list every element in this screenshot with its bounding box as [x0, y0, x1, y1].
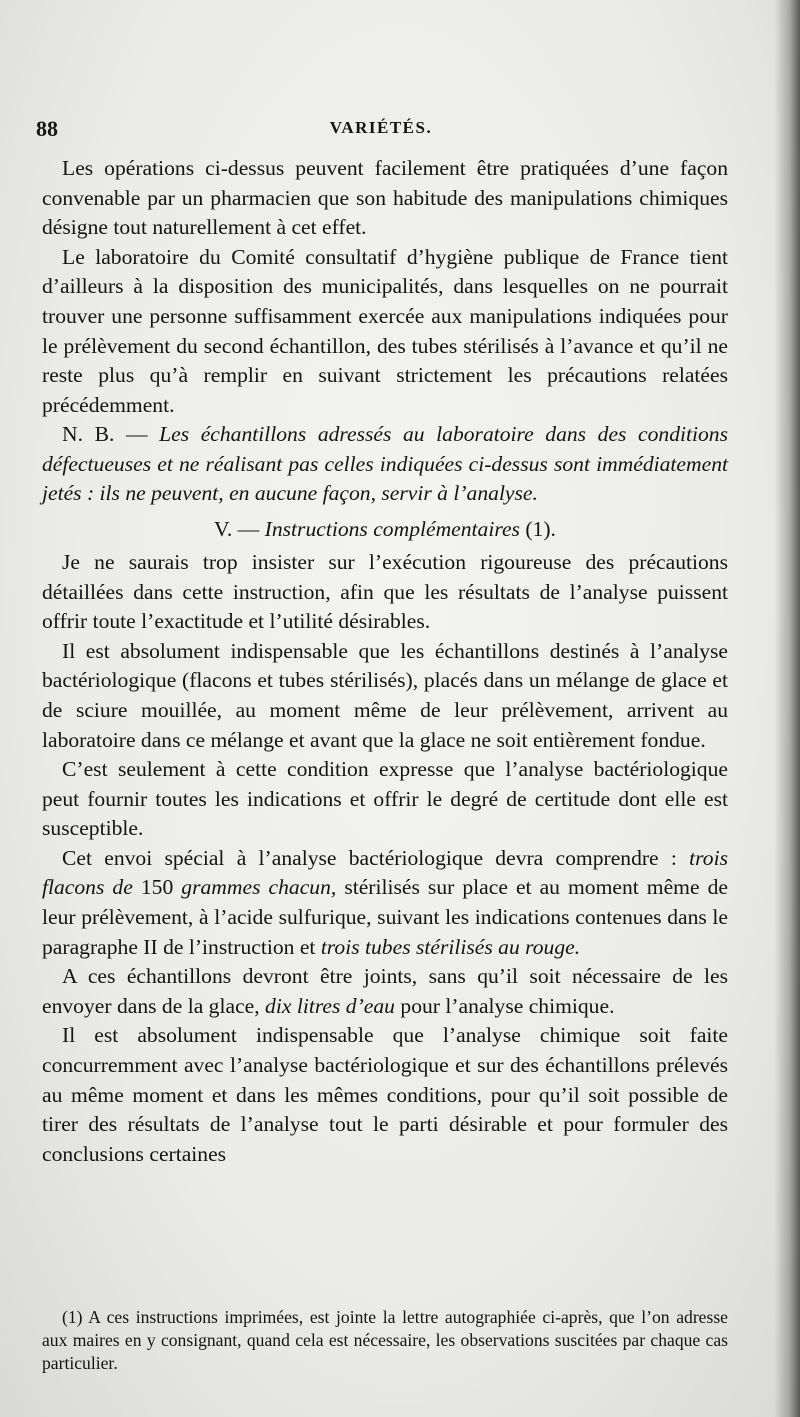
- section-heading: [42, 514, 728, 544]
- footnote-area: [42, 1306, 728, 1375]
- p6-italic-f: trois tubes stérilisés au rouge.: [320, 934, 581, 959]
- p7-italic-b: dix litres d’eau: [265, 993, 395, 1018]
- page-number: 88: [36, 116, 58, 141]
- page-header: [36, 116, 726, 146]
- paragraph-3: Je ne saurais trop insister sur l’exécution rigoureuse des précautions détaillées dans cette instruction, afin que les résultats de l’analyse puissent offrir toute l’exactitude et l’utilité désirables.: [42, 549, 728, 634]
- running-title: VARIÉTÉS.: [329, 118, 433, 137]
- binding-shadow: [774, 0, 800, 1417]
- paragraph-8: Il est absolument indispensable que l’analyse chimique soit faite concurremment avec l’analyse bactériologique et sur des échantillons prélevés au même moment et dans les mêmes conditions, pour qu’il soit possible de tirer des résultats de l’analyse tout le parti désirable et pour formuler des conclusions certaines: [42, 1023, 728, 1166]
- nb-text: Les échantillons adressés au laboratoire dans des conditions défectueuses et ne réalisant pas celles indiquées ci-dessus sont immédiatement jetés : ils ne peuvent, en aucune façon, servir à l’analyse.: [42, 422, 728, 505]
- p6-italic-d: grammes chacun,: [181, 875, 337, 900]
- p6-text-e: stérilisés sur place et au moment même de leur prélèvement, à l’acide sulfurique, suivant les indications contenues dans le paragraphe II de l’instruction et: [42, 875, 728, 959]
- p7-text-a: A ces échantillons devront être joints, sans qu’il soit nécessaire de les envoyer dans de la glace,: [42, 964, 728, 1018]
- paragraph-1: Les opérations ci-dessus peuvent facilement être pratiquées d’une façon convenable par un pharmacien que son habitude des manipulations chimiques désigne tout naturellement à cet effet.: [42, 156, 728, 240]
- paragraph-4: Il est absolument indispensable que les échantillons destinés à l’analyse bactériologique (flacons et tubes stérilisés), placés dans un mélange de glace et de sciure mouillée, au moment même de leur prélèvement, arrivent au laboratoire dans ce mélange et avant que la glace ne soit entièrement fondue.: [42, 638, 728, 752]
- footnote: [42, 1306, 728, 1375]
- paragraph-6: [42, 844, 728, 962]
- footnote-text: A ces instructions imprimées, est jointe la lettre autographiée ci-après, que l’on adresse aux maires en y consignant, quand cela est nécessaire, les observations suscitées par chaque cas particulier.: [42, 1307, 728, 1373]
- main-text: [42, 154, 728, 1169]
- p6-number: 150: [140, 875, 174, 900]
- footnote-marker: (1): [62, 1307, 83, 1327]
- paragraph-2: Le laboratoire du Comité consultatif d’hygiène publique de France tient d’ailleurs à la disposition des municipalités, dans lesquelles on ne pourrait trouver une personne suffisamment exercée aux manipulations indiquées pour le prélèvement du second échantillon, des tubes stérilisés à l’avance et qu’il ne reste plus qu’à remplir en suivant strictement les précautions relatées précédemment.: [42, 244, 728, 417]
- p6-italic-b: trois flacons de: [42, 845, 728, 900]
- footnote-reference: (1).: [525, 516, 556, 541]
- nb-label: N. B. —: [62, 422, 148, 447]
- section-title: Instructions complémentaires: [264, 516, 520, 541]
- section-number: V. —: [214, 516, 260, 541]
- p6-text-a: Cet envoi spécial à l’analyse bactériologique devra comprendre :: [62, 845, 677, 870]
- paragraph-5: C’est seulement à cette condition expresse que l’analyse bactériologique peut fournir toutes les indications et offrir le degré de certitude dont elle est susceptible.: [42, 757, 728, 841]
- p7-text-c: pour l’analyse chimique.: [400, 993, 615, 1018]
- nota-bene: [42, 420, 728, 508]
- paragraph-7: [42, 962, 728, 1021]
